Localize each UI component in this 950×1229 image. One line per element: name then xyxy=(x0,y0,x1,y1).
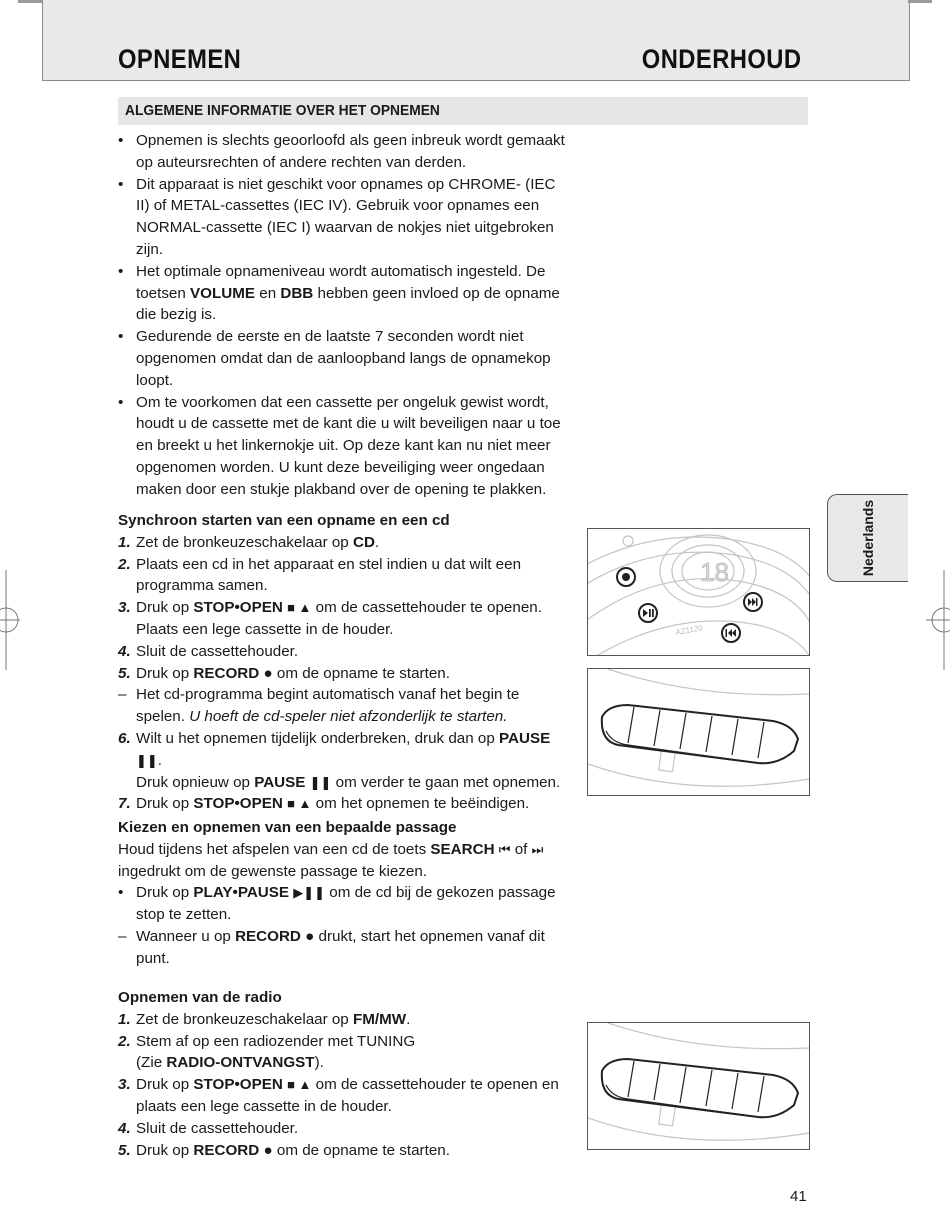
display-digits: 18 xyxy=(700,557,729,587)
cassette-keys-illustration xyxy=(587,668,810,796)
step-item: 4. Sluit de cassettehouder. xyxy=(118,1119,299,1137)
crop-mark xyxy=(18,0,42,3)
step-item: 2. Plaats een cd in het apparaat en stel indien u dat wilt een programma samen. xyxy=(118,555,522,595)
sync-section xyxy=(118,510,570,815)
cassette-keys-drawing xyxy=(588,1023,809,1149)
page-title-right: ONDERHOUD xyxy=(642,44,802,74)
list-item: • Gedurende de eerste en de laatste 7 seconden wordt niet opgenomen omdat dan de aanloopband langs de opnamekop loopt. xyxy=(118,328,551,389)
stop-eject-icon: ■ ▲ xyxy=(287,796,312,812)
previous-button-icon xyxy=(722,624,740,642)
pause-icon: ❚❚ xyxy=(309,774,332,790)
cassette-keys-illustration xyxy=(587,1022,810,1150)
language-tab xyxy=(827,494,908,582)
step-item: 5. Druk op RECORD ● om de opname te starten. xyxy=(118,664,450,682)
step-item: 1. Zet de bronkeuzeschakelaar op FM/MW. xyxy=(118,1010,411,1028)
cassette-keys-drawing xyxy=(588,669,809,795)
list-item: • Dit apparaat is niet geschikt voor opnames op CHROME- (IEC II) of METAL-cassettes (IEC IV). Gebruik voor opnames een NORMAL-cassette (IEC I) waarvan de nokjes niet uitgebroken zijn. xyxy=(118,175,556,258)
note-item: – Het cd-programma begint automatisch vanaf het begin te spelen. U hoeft de cd-speler niet afzonderlijk te starten. xyxy=(118,686,520,726)
record-button-icon xyxy=(617,568,635,586)
section-heading: ALGEMENE INFORMATIE OVER HET OPNEMEN xyxy=(125,102,440,119)
pause-icon: ❚❚ xyxy=(136,752,158,768)
play-pause-icon: ▶❚❚ xyxy=(293,885,326,901)
list-item: • Het optimale opnameniveau wordt automatisch ingesteld. De toetsen VOLUME en DBB hebben geen invloed op de opname die bezig is. xyxy=(118,262,560,324)
note-item: – Wanneer u op RECORD ● drukt, start het opnemen vanaf dit punt. xyxy=(118,927,545,967)
model-label: AZ1120 xyxy=(674,623,704,637)
list-item: • Om te voorkomen dat een cassette per ongeluk gewist wordt, houdt u de cassette met de kant die u wilt beveiligen naar u toe en breekt u het linkernokje uit. Op deze kant kan nu niet meer opgenomen worden. U kunt deze beveiliging weer ongedaan maken door een stukje plakband over de opening te plakken. xyxy=(118,393,561,498)
record-icon: ● xyxy=(263,1141,273,1159)
section-subheading: Kiezen en opnemen van een bepaalde passage xyxy=(118,819,457,836)
record-icon: ● xyxy=(305,927,315,945)
registration-mark xyxy=(926,570,950,670)
radio-section xyxy=(118,987,570,1161)
passage-section xyxy=(118,817,570,970)
cd-panel-drawing xyxy=(588,529,809,655)
stop-eject-icon: ■ ▲ xyxy=(287,600,312,616)
list-item: • Druk op PLAY•PAUSE ▶❚❚ om de cd bij de gekozen passage stop te zetten. xyxy=(118,884,556,924)
step-item: 5. Druk op RECORD ● om de opname te starten. xyxy=(118,1141,450,1159)
previous-icon: ⏮ xyxy=(498,841,511,857)
step-item: 6. Wilt u het opnemen tijdelijk onderbreken, druk dan op PAUSE ❚❚. Druk opnieuw op PAUSE ❚❚ om verder te gaan met opnemen. xyxy=(118,729,561,791)
stop-eject-icon: ■ ▲ xyxy=(287,1077,312,1093)
language-tab-label: Nederlands xyxy=(860,499,876,577)
registration-mark xyxy=(0,570,20,670)
page-title-left: OPNEMEN xyxy=(118,44,242,74)
general-info-list xyxy=(118,130,570,501)
step-item: 3. Druk op STOP•OPEN ■ ▲ om de cassettehouder te openen en plaats een lege cassette in de houder. xyxy=(118,1076,559,1115)
list-item: • Opnemen is slechts geoorloofd als geen inbreuk wordt gemaakt op auteursrechten of andere rechten van derden. xyxy=(118,132,565,171)
next-button-icon xyxy=(744,593,762,611)
step-item: 7. Druk op STOP•OPEN ■ ▲ om het opnemen te beëindigen. xyxy=(118,795,530,813)
crop-mark xyxy=(908,0,932,3)
section-heading-bar xyxy=(118,97,808,125)
step-item: 4. Sluit de cassettehouder. xyxy=(118,642,299,660)
page-number: 41 xyxy=(790,1188,807,1205)
step-item: 2. Stem af op een radiozender met TUNING (Zie RADIO-ONTVANGST). xyxy=(118,1032,416,1072)
section-subheading: Opnemen van de radio xyxy=(118,989,282,1006)
step-item: 1. Zet de bronkeuzeschakelaar op CD. xyxy=(118,533,380,551)
section-subheading: Synchroon starten van een opname en een cd xyxy=(118,512,450,529)
cd-panel-illustration xyxy=(587,528,810,656)
next-icon: ⏭ xyxy=(531,841,544,857)
step-item: 3. Druk op STOP•OPEN ■ ▲ om de cassettehouder te openen. Plaats een lege cassette in de houder. xyxy=(118,599,542,638)
paragraph: Houd tijdens het afspelen van een cd de toets SEARCH ⏮ of ⏭ ingedrukt om de gewenste passage te kiezen. xyxy=(118,840,544,880)
record-icon: ● xyxy=(263,664,273,682)
play-pause-button-icon xyxy=(639,604,657,622)
